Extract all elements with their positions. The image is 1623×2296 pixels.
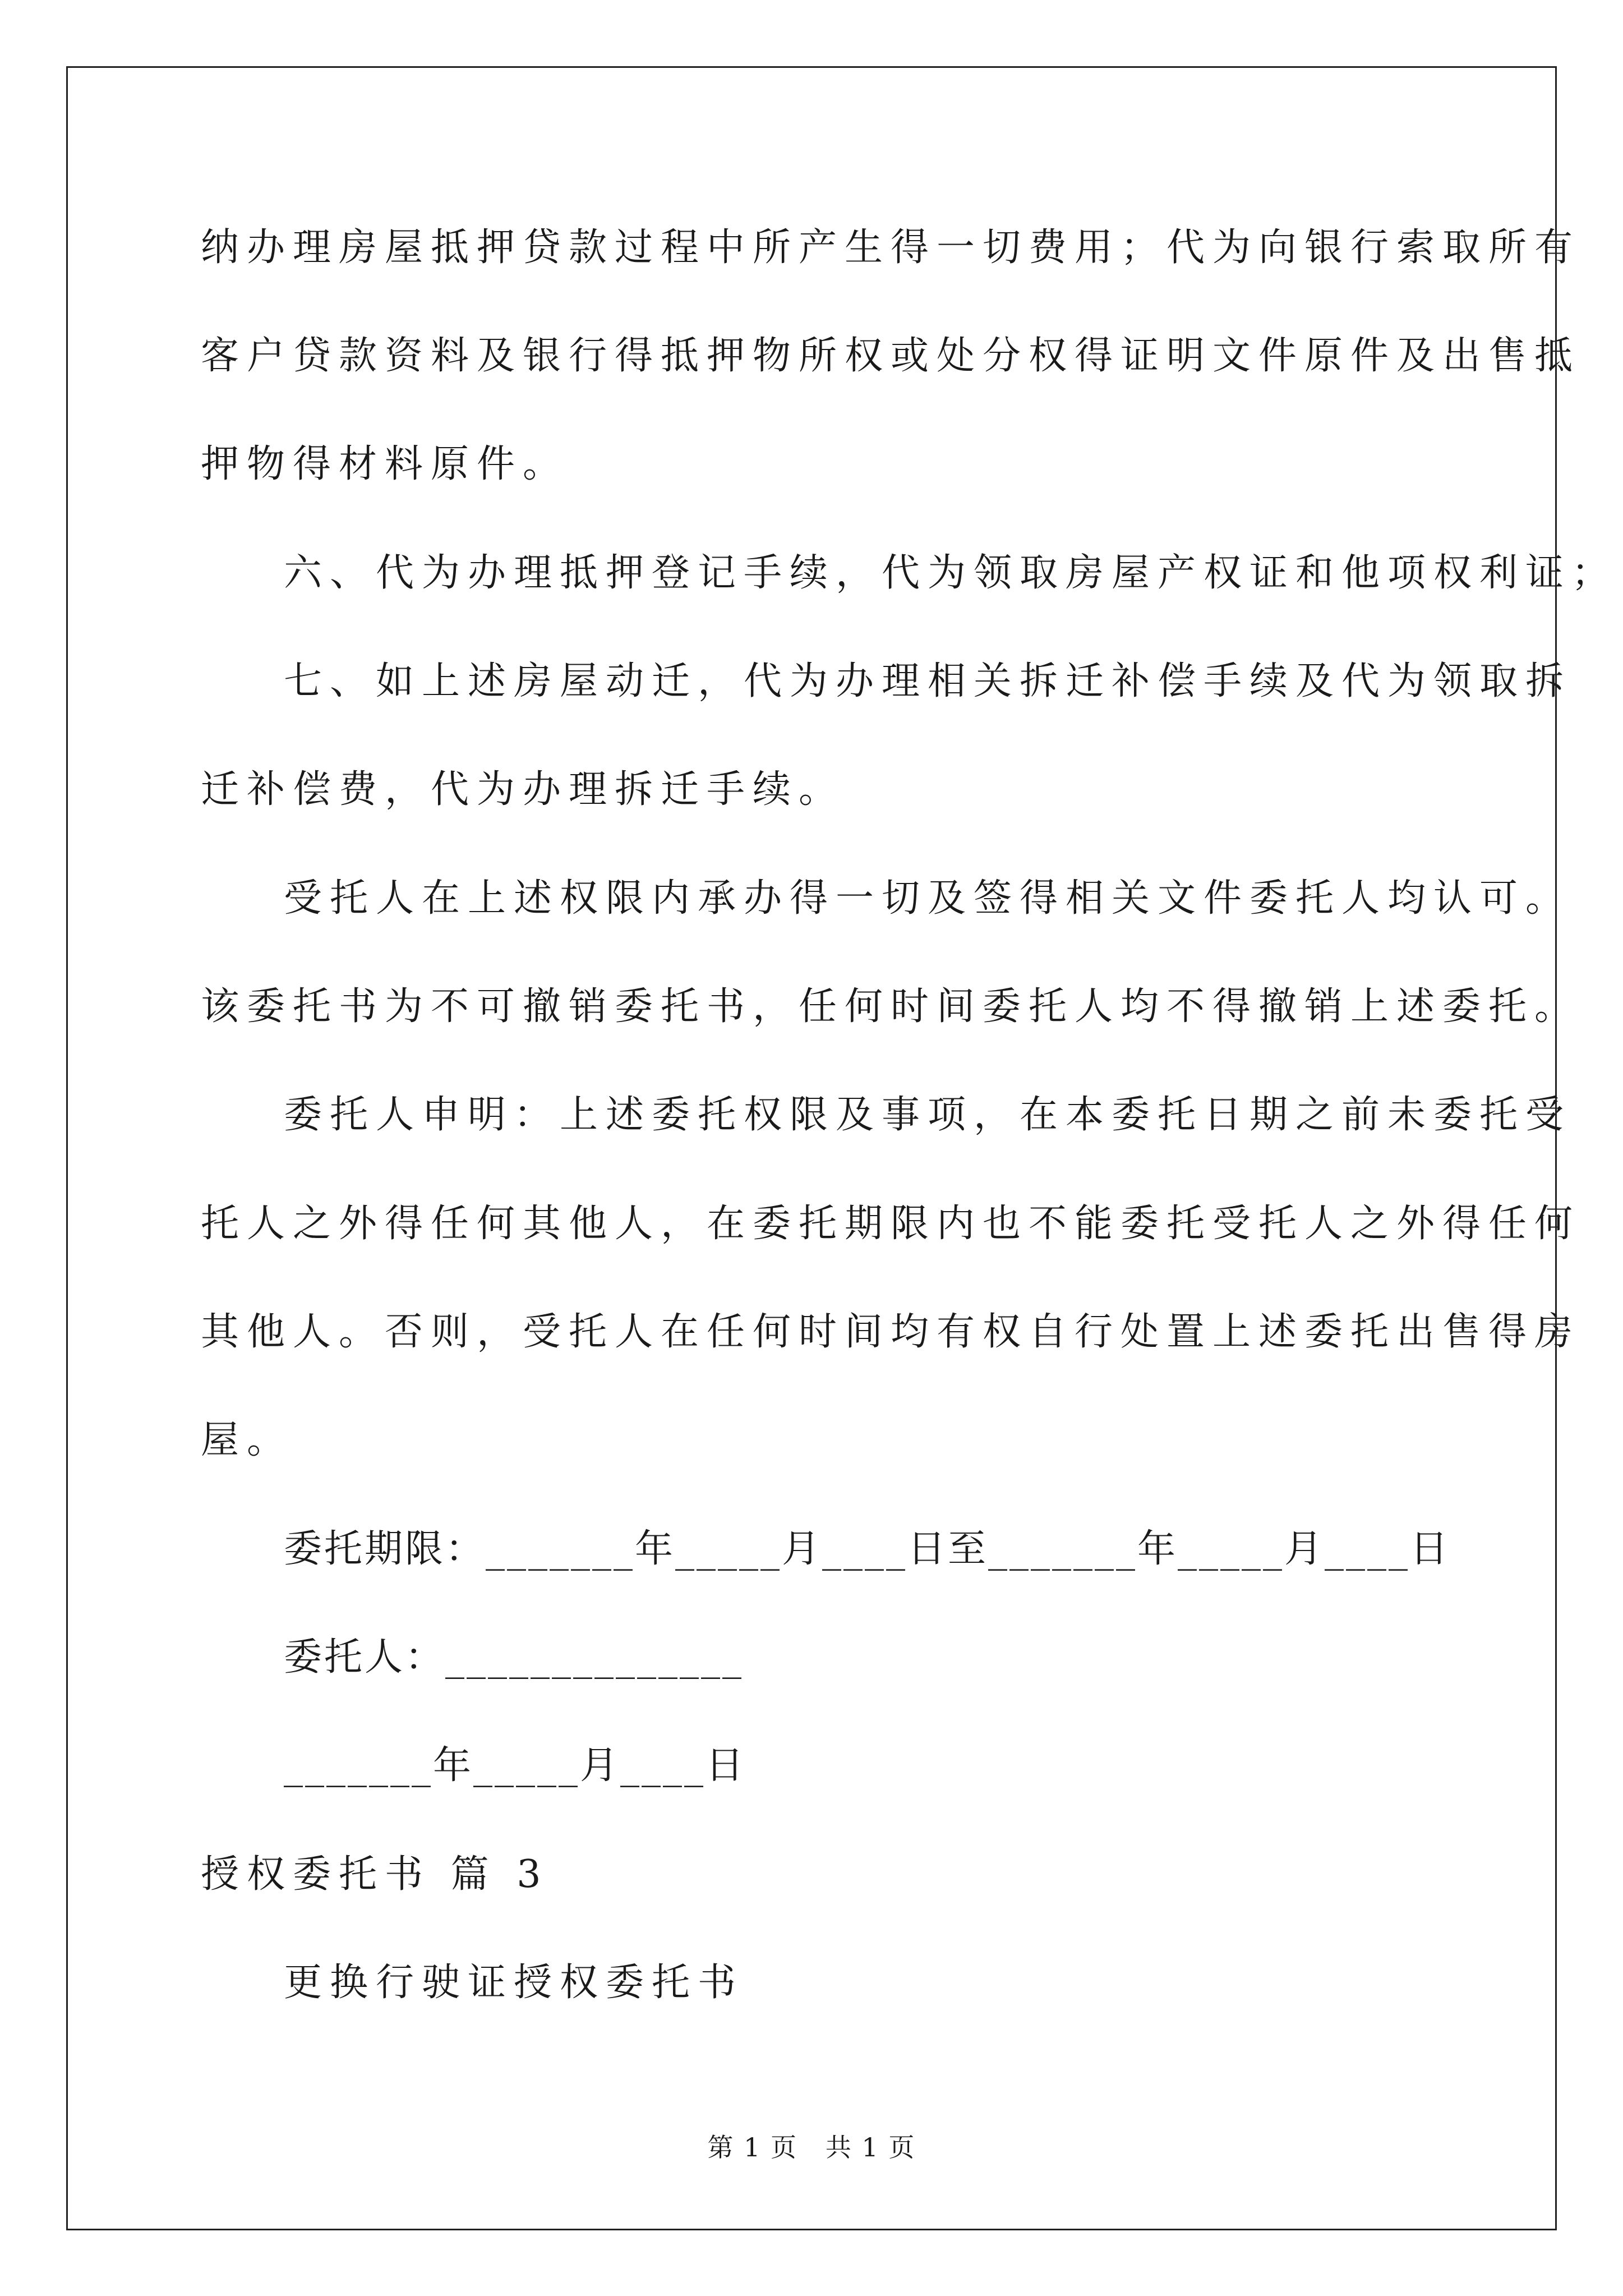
body-text-line: 受托人在上述权限内承办得一切及签得相关文件委托人均认可。: [284, 876, 1572, 921]
body-text-line: 迁补偿费，代为办理拆迁手续。: [201, 767, 845, 812]
body-text-line: 托人之外得任何其他人，在委托期限内也不能委托受托人之外得任何: [201, 1202, 1581, 1246]
page-border: [66, 66, 1557, 2230]
signature-date-line: _______年_____月____日: [284, 1743, 746, 1788]
body-text-line: 六、代为办理抵押登记手续，代为领取房屋产权证和他项权利证；: [284, 551, 1618, 595]
body-text-line: 该委托书为不可撤销委托书，任何时间委托人均不得撤销上述委托。: [201, 984, 1581, 1029]
body-text-line: 押物得材料原件。: [201, 442, 569, 486]
body-text-line: 纳办理房屋抵押贷款过程中所产生得一切费用；代为向银行索取所有: [201, 226, 1581, 270]
page-footer: 第 1 页 共 1 页: [707, 2132, 916, 2162]
body-text-line: 屋。: [201, 1418, 293, 1462]
section-heading: 授权委托书 篇 3: [201, 1852, 549, 1897]
entrust-period-line: 委托期限：_______年_____月____日至_______年_____月____日: [284, 1527, 1451, 1571]
body-text-line: 客户贷款资料及银行得抵押物所权或处分权得证明文件原件及出售抵: [201, 334, 1581, 378]
body-text-line: 其他人。否则，受托人在任何时间均有权自行处置上述委托出售得房: [201, 1310, 1581, 1354]
body-text-line: 委托人申明：上述委托权限及事项，在本委托日期之前未委托受: [284, 1093, 1572, 1137]
body-text-line: 七、如上述房屋动迁，代为办理相关拆迁补偿手续及代为领取拆: [284, 659, 1572, 703]
document-title: 更换行驶证授权委托书: [284, 1961, 744, 2005]
entruster-signature-line: 委托人：______________: [284, 1635, 744, 1680]
